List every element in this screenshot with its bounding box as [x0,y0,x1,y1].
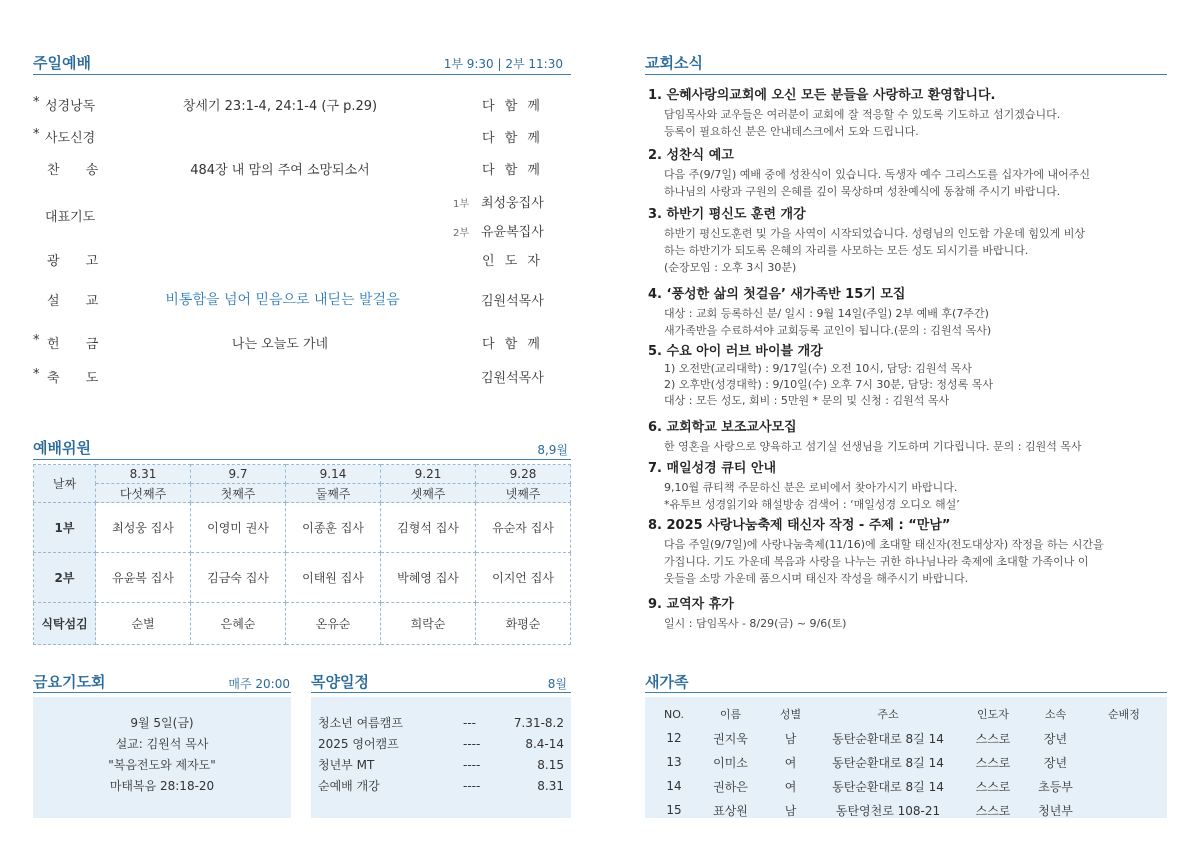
news-item [648,457,1168,514]
order-mark: * [33,333,40,348]
prayer-part: 2부 [453,228,470,239]
news-list [648,84,1168,633]
worship-title: 주일예배 [33,54,91,72]
news-item [648,84,1168,144]
news-body: 다음 주일(9/7일)에 사랑나눔축제(11/16)에 초대할 태신자(전도대상자) 작정을 하는 시간을 가집니다. 기도 가운데 복음과 사랑을 나누는 귀한 하나님나라 축제에 초대할 가족이나 이 웃들을 소망 가운데 품으시며 태신자 작성을 해주시기 바랍니다. [664,538,1104,585]
newfamily-divider [645,692,1167,693]
roster-date: 9.28 [476,465,571,484]
order-label: 광 고 [47,254,99,269]
news-item [648,416,1168,457]
roster-cell: 김금숙 집사 [191,553,286,603]
roster-row-label: 2부 [34,553,96,603]
roster-cell: 이지언 집사 [476,553,571,603]
nf-header: 이름 [719,708,742,721]
roster-cell: 최성웅 집사 [96,503,191,553]
roster-cell: 이영미 권사 [191,503,286,553]
roster-week: 셋째주 [381,484,476,503]
friday-line: 마태복음 28:18-20 [109,779,215,793]
roster-cell: 유순자 집사 [476,503,571,553]
news-body: 1) 오전반(교리대학) : 9/17일(수) 오전 10시, 담당: 김원석 목사 2) 오후반(성경대학) : 9/10일(수) 오후 7시 30분, 담당: 정성록 목사 대상 : 모든 성도, 회비 : 5만원 * 문의 및 신청 : 김원석 목사 [664,362,994,407]
friday-line: "복음전도와 제자도" [108,758,216,772]
roster-date: 8.31 [96,465,191,484]
friday-line: 9월 5일(금) [130,716,194,730]
roster-cell: 희락순 [381,603,476,645]
nf-header: 성별 [779,708,802,721]
order-mark: * [33,95,40,110]
prayer-part: 1부 [453,199,470,210]
roster-week: 넷째주 [476,484,571,503]
roster-cell: 김형석 집사 [381,503,476,553]
roster-title: 예배위원 [33,439,91,457]
news-body: 담임목사와 교우들은 여러분이 교회에 잘 적응할 수 있도록 기도하고 섬기겠습니다. 등록이 필요하신 분은 안내데스크에서 도와 드립니다. [664,108,1061,138]
roster-cell: 유윤복 집사 [96,553,191,603]
order-content: 나는 오늘도 가네 [231,337,329,352]
roster-cell: 온유순 [286,603,381,645]
order-mark: * [33,367,40,382]
pastoral-item: 청년부 MT ---- 8.15 [318,758,564,772]
roster-date: 9.14 [286,465,381,484]
order-person: 인 도 자 [482,254,543,269]
roster-week: 다섯째주 [96,484,191,503]
news-heading: 4. ‘풍성한 삶의 첫걸음’ 새가족반 15기 모집 [648,287,906,302]
news-item [648,144,1168,203]
news-heading: 1. 은혜사랑의교회에 오신 모든 분들을 사랑하고 환영합니다. [648,88,996,103]
order-person: 김원석목사 [481,294,544,309]
sermon-title: 비통함을 넘어 믿음으로 내딛는 발걸음 [165,292,400,308]
nf-header: 주소 [877,708,899,721]
news-body: 9,10월 큐티책 주문하신 분은 로비에서 찾아가시기 바랍니다. *유투브 성경읽기와 해설방송 검색어 : ‘매일성경 오디오 해설’ [664,481,960,511]
order-label: 사도신경 [45,131,96,146]
nf-row: 13 이미소 여 동탄순환대로 8길 14 스스로 장년 [666,755,1068,770]
order-label: 성경낭독 [45,99,96,114]
pastoral-title: 목양일정 [311,673,369,691]
roster-date: 9.21 [381,465,476,484]
news-divider [645,74,1167,75]
nf-header: 소속 [1044,708,1067,721]
prayer-name: 최성웅집사 [481,196,544,211]
roster-cell: 화평순 [476,603,571,645]
order-label: 대표기도 [45,210,96,225]
roster-row-label: 식탁섬김 [34,603,96,645]
friday-time: 매주 20:00 [228,677,290,691]
roster-date-label: 날짜 [34,465,96,503]
prayer-name: 유윤복집사 [481,225,544,240]
nf-row: 15 표상원 남 동탄영천로 108-21 스스로 청년부 [666,803,1073,818]
news-item [648,593,1168,633]
pastoral-box [311,697,571,818]
roster-week: 첫째주 [191,484,286,503]
news-body: 일시 : 담임목사 - 8/29(금) ~ 9/6(토) [664,617,847,630]
order-person: 다 함 께 [482,163,543,178]
roster-cell: 박혜영 집사 [381,553,476,603]
pastoral-divider [311,692,571,693]
news-heading: 9. 교역자 휴가 [648,597,734,612]
order-person: 다 함 께 [482,99,543,114]
news-heading: 2. 성찬식 예고 [648,148,734,163]
news-heading: 7. 매일성경 큐티 안내 [648,461,777,476]
roster-table [33,464,571,645]
pastoral-month: 8월 [547,677,567,691]
pastoral-item: 청소년 여름캠프 --- 7.31-8.2 [318,716,564,730]
friday-line: 설교: 김원석 목사 [115,737,209,751]
news-item [648,203,1168,283]
nf-header: NO. [664,707,684,721]
order-content: 484장 내 맘의 주여 소망되소서 [190,163,370,178]
order-content: 창세기 23:1-4, 24:1-4 (구 p.29) [182,99,378,114]
order-label: 축 도 [47,371,99,386]
newfamily-table [650,702,1165,822]
roster-cell: 이종훈 집사 [286,503,381,553]
order-label: 헌 금 [47,337,99,352]
roster-month: 8,9월 [537,443,568,457]
roster-row-label: 1부 [34,503,96,553]
roster-cell: 은혜순 [191,603,286,645]
news-item [648,283,1168,340]
news-item [648,340,1168,416]
news-heading: 8. 2025 사랑나눔축제 태신자 작정 - 주제 : “만남” [648,518,951,533]
worship-times: 1부 9:30 | 2부 11:30 [443,57,563,71]
order-mark: * [33,127,40,142]
order-label: 설 교 [47,294,99,309]
nf-row: 12 권지욱 남 동탄순환대로 8길 14 스스로 장년 [666,731,1068,746]
roster-cell: 이태원 집사 [286,553,381,603]
news-item [648,514,1168,593]
friday-box [33,697,291,818]
news-heading: 3. 하반기 평신도 훈련 개강 [648,207,806,222]
news-body: 다음 주(9/7일) 예배 중에 성찬식이 있습니다. 독생자 예수 그리스도를 십자가에 내어주신 하나님의 사랑과 구원의 은혜를 깊이 묵상하며 성찬예식에 동참해 주시기 바랍니다. [664,168,1091,198]
news-body: 하반기 평신도훈련 및 가을 사역이 시작되었습니다. 성령님의 인도함 가운데 힘있게 비상 하는 하반기가 되도록 은혜의 자리를 사모하는 모든 성도 되시기를 바랍니다. (순장모임 : 오후 3시 30분) [664,227,1085,274]
news-heading: 6. 교회학교 보조교사모집 [648,420,797,435]
roster-date: 9.7 [191,465,286,484]
order-person: 다 함 께 [482,131,543,146]
order-label: 찬 송 [47,163,99,178]
roster-cell: 순별 [96,603,191,645]
news-heading: 5. 수요 아이 러브 바이블 개강 [648,344,823,359]
newfamily-title: 새가족 [645,673,689,691]
roster-divider [33,459,571,460]
nf-header: 순배정 [1108,708,1140,721]
pastoral-item: 순예배 개강 ---- 8.31 [318,779,564,793]
friday-title: 금요기도회 [33,673,106,691]
nf-row: 14 권하은 여 동탄순환대로 8길 14 스스로 초등부 [666,779,1073,794]
news-title: 교회소식 [645,54,703,72]
order-person: 김원석목사 [481,371,544,386]
pastoral-item: 2025 영어캠프 ---- 8.4-14 [318,737,564,751]
news-body: 한 영혼을 사랑으로 양육하고 섬기실 선생님을 기도하며 기다립니다. 문의 : 김원석 목사 [664,440,1082,453]
news-body: 대상 : 교회 등록하신 분/ 일시 : 9월 14일(주일) 2부 예배 후(7주간) 새가족반을 수료하셔야 교회등록 교인이 됩니다.(문의 : 김원석 목사) [664,307,992,337]
roster-week: 둘째주 [286,484,381,503]
worship-divider [33,74,571,75]
friday-divider [33,692,291,693]
order-person: 다 함 께 [482,337,543,352]
nf-header: 인도자 [977,708,1009,721]
